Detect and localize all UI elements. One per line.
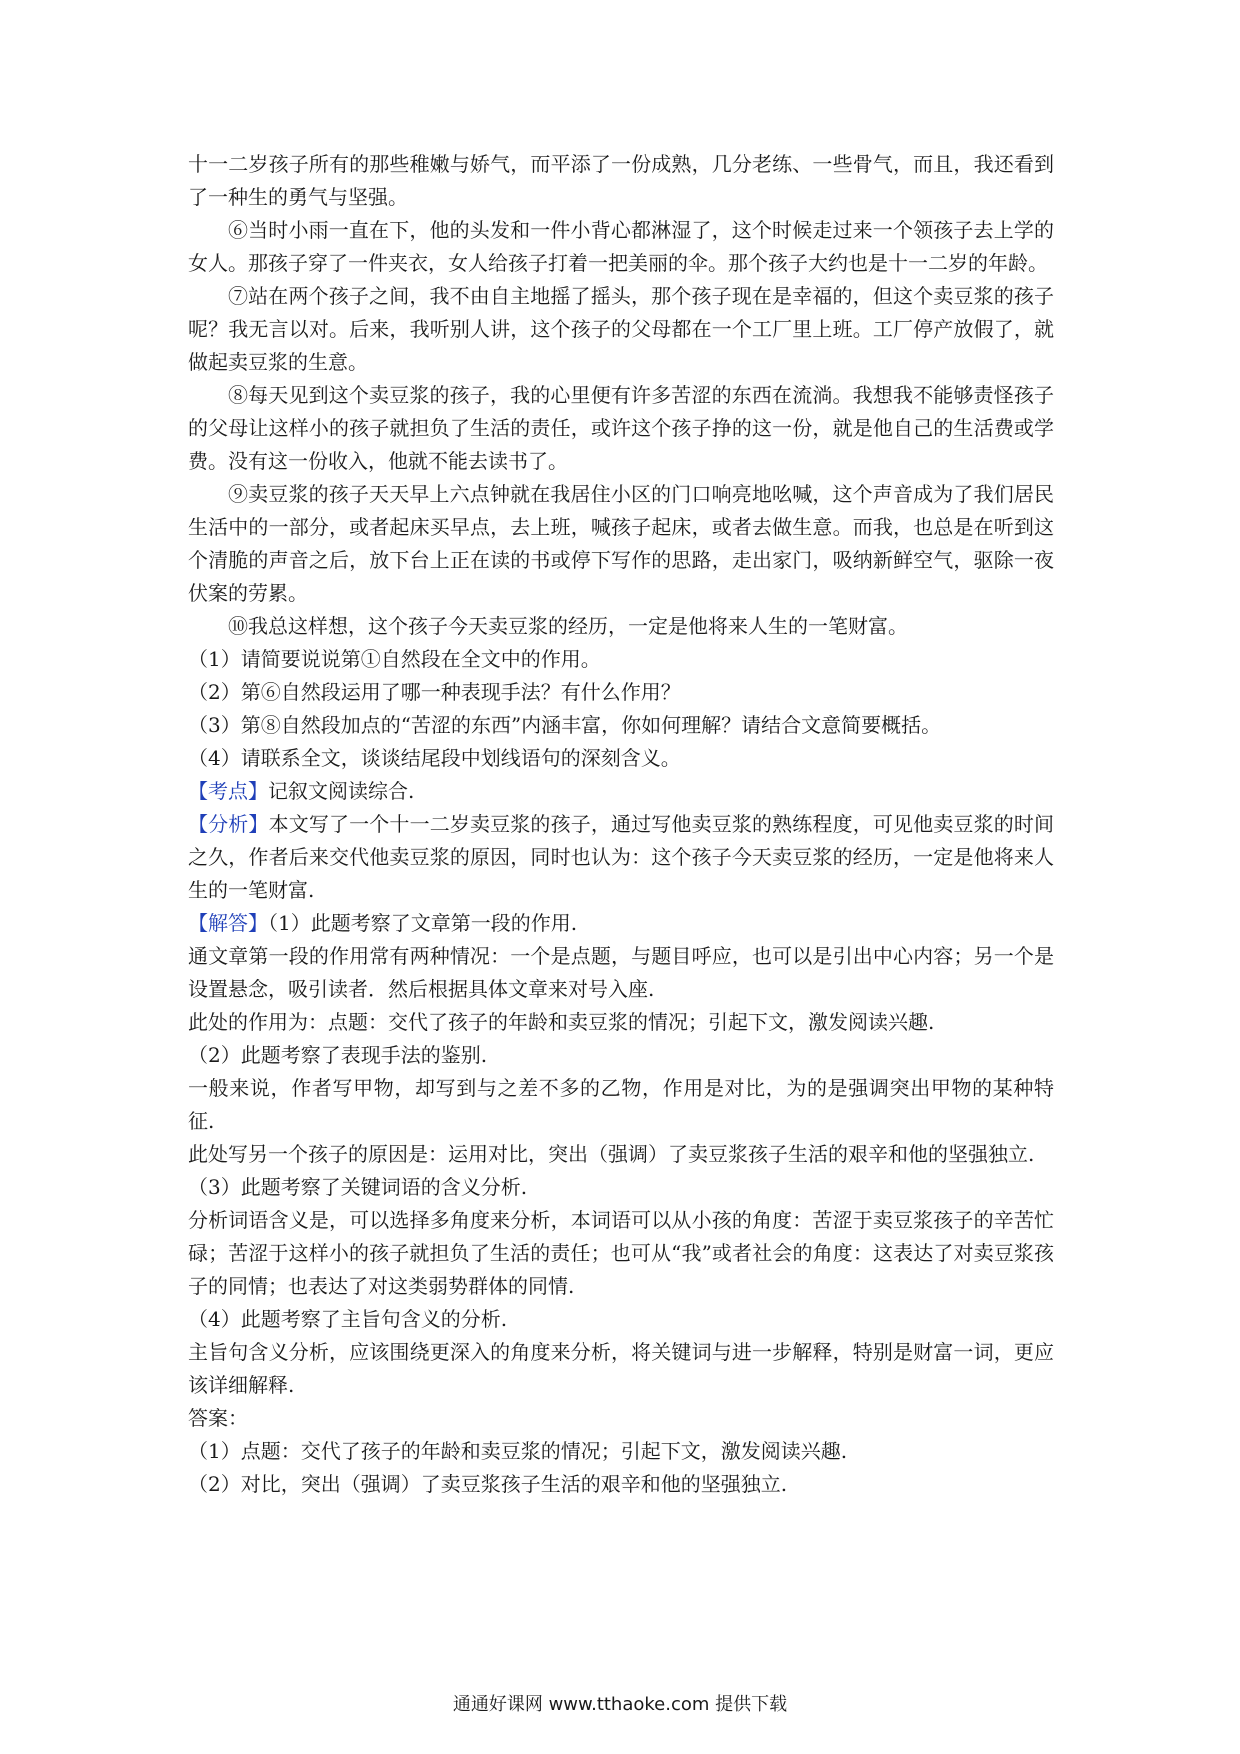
document-body <box>188 148 1054 1501</box>
answer-line: 此处写另一个孩子的原因是：运用对比，突出（强调）了卖豆浆孩子生活的艰辛和他的坚强独立. <box>188 1142 1035 1166</box>
jieda-tag: 【解答】 <box>188 911 268 935</box>
story-paragraph-9: ⑨卖豆浆的孩子天天早上六点钟就在我居住小区的门口响亮地吆喊，这个声音成为了我们居民生活中的一部分，或者起床买早点，去上班，喊孩子起床，或者去做生意。而我，也总是在听到这个清脆的声音之后，放下台上正在读的书或停下写作的思路，走出家门，吸纳新鲜空气，驱除一夜伏案的劳累。 <box>188 482 1054 605</box>
fenxi-section <box>188 808 1054 907</box>
story-paragraph-continued: 十一二岁孩子所有的那些稚嫩与娇气，而平添了一份成熟，几分老练、一些骨气，而且，我还看到了一种生的勇气与坚强。 <box>188 152 1054 209</box>
kaodian-section <box>188 775 1054 808</box>
jieda-section <box>188 907 1054 940</box>
answer-line: （3）此题考察了关键词语的含义分析. <box>188 1175 528 1199</box>
answer-line: 此处的作用为：点题：交代了孩子的年龄和卖豆浆的情况；引起下文，激发阅读兴趣. <box>188 1010 935 1034</box>
kaodian-text: 记叙文阅读综合. <box>268 779 415 803</box>
page-footer: 通通好课网 www.tthaoke.com 提供下载 <box>452 1694 788 1715</box>
final-answer-2: （2）对比，突出（强调）了卖豆浆孩子生活的艰辛和他的坚强独立. <box>188 1472 788 1496</box>
story-paragraph-7: ⑦站在两个孩子之间，我不由自主地摇了摇头，那个孩子现在是幸福的，但这个卖豆浆的孩子呢？我无言以对。后来，我听别人讲，这个孩子的父母都在一个工厂里上班。工厂停产放假了，就做起卖豆浆的生意。 <box>188 284 1054 374</box>
answer-heading: 答案： <box>188 1406 248 1430</box>
answer-line: 主旨句含义分析，应该围绕更深入的角度来分析，将关键词与进一步解释，特别是财富一词，更应该详细解释. <box>188 1340 1054 1397</box>
fenxi-tag: 【分析】 <box>188 812 269 836</box>
question-3: （3）第⑧自然段加点的“苦涩的东西”内涵丰富，你如何理解？请结合文意简要概括。 <box>188 713 942 737</box>
answer-line: （4）此题考察了主旨句含义的分析. <box>188 1307 508 1331</box>
answer-line: 通文章第一段的作用常有两种情况：一个是点题，与题目呼应，也可以是引出中心内容；另一个是设置悬念，吸引读者．然后根据具体文章来对号入座. <box>188 944 1054 1001</box>
jieda-first-line: （1）此题考察了文章第一段的作用. <box>268 911 578 935</box>
answer-line: 一般来说，作者写甲物，却写到与之差不多的乙物，作用是对比，为的是强调突出甲物的某种特征. <box>188 1076 1054 1133</box>
story-paragraph-8: ⑧每天见到这个卖豆浆的孩子，我的心里便有许多苦涩的东西在流淌。我想我不能够责怪孩子的父母让这样小的孩子就担负了生活的责任，或许这个孩子挣的这一份，就是他自己的生活费或学费。没有这一份收入，他就不能去读书了。 <box>188 383 1054 473</box>
question-1: （1）请简要说说第①自然段在全文中的作用。 <box>188 647 601 671</box>
kaodian-tag: 【考点】 <box>188 779 268 803</box>
question-2: （2）第⑥自然段运用了哪一种表现手法？有什么作用？ <box>188 680 681 704</box>
story-paragraph-10: ⑩我总这样想，这个孩子今天卖豆浆的经历，一定是他将来人生的一笔财富。 <box>228 614 908 638</box>
answer-line: 分析词语含义是，可以选择多角度来分析，本词语可以从小孩的角度：苦涩于卖豆浆孩子的辛苦忙碌；苦涩于这样小的孩子就担负了生活的责任；也可从“我”或者社会的角度：这表达了对卖豆浆孩子的同情；也表达了对这类弱势群体的同情. <box>188 1208 1054 1298</box>
answer-line: （2）此题考察了表现手法的鉴别. <box>188 1043 488 1067</box>
question-4: （4）请联系全文，谈谈结尾段中划线语句的深刻含义。 <box>188 746 681 770</box>
final-answer-1: （1）点题：交代了孩子的年龄和卖豆浆的情况；引起下文，激发阅读兴趣. <box>188 1439 848 1463</box>
fenxi-text: 本文写了一个十一二岁卖豆浆的孩子，通过写他卖豆浆的熟练程度，可见他卖豆浆的时间之久，作者后来交代他卖豆浆的原因，同时也认为：这个孩子今天卖豆浆的经历，一定是他将来人生的一笔财富. <box>188 812 1055 902</box>
story-paragraph-6: ⑥当时小雨一直在下，他的头发和一件小背心都淋湿了，这个时候走过来一个领孩子去上学的女人。那孩子穿了一件夹衣，女人给孩子打着一把美丽的伞。那个孩子大约也是十一二岁的年龄。 <box>188 218 1054 275</box>
